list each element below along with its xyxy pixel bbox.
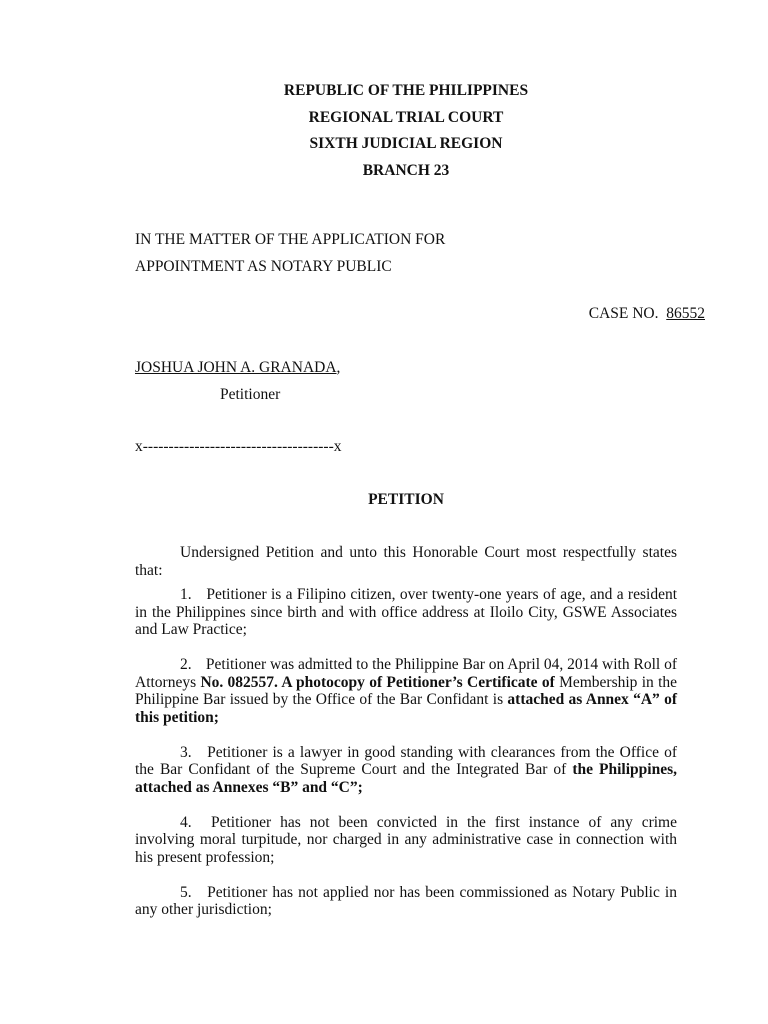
petitioner-name-comma: , — [336, 359, 341, 376]
intro-paragraph: Undersigned Petition and unto this Honorable Court most respectfully states that: — [135, 544, 677, 579]
paragraph-text-bold: the Philippines, attached as Annexes “B” and “C”; — [135, 761, 677, 796]
paragraph-text: Petitioner has not applied nor has been commissioned as Notary Public in any other jurisdiction; — [135, 883, 677, 918]
case-number-label: CASE NO. — [588, 305, 659, 322]
paragraph-number: 4. — [180, 813, 192, 831]
matter-line-2: APPOINTMENT AS NOTARY PUBLIC — [135, 258, 392, 275]
paragraph-text: Petitioner was admitted to the Philippine Bar on April 04, 2014 with Roll of Attorneys — [135, 656, 677, 691]
case-number-value: 86552 — [666, 305, 705, 322]
paragraph-1 — [135, 586, 677, 639]
paragraph-text-bold: No. 082557. A photocopy of Petitioner’s Certificate of — [200, 673, 555, 691]
paragraph-number: 3. — [180, 743, 192, 761]
paragraph-number: 5. — [180, 883, 192, 901]
paragraph-4 — [135, 814, 677, 867]
petitioner-name-text: JOSHUA JOHN A. GRANADA — [135, 359, 337, 376]
paragraph-text-bold: attached as Annex “A” of this petition; — [135, 691, 678, 726]
petitioner-name — [135, 359, 340, 377]
petition-body — [135, 544, 677, 936]
paragraph-number: 1. — [180, 586, 192, 603]
document-title: PETITION — [368, 491, 444, 508]
court-caption — [0, 78, 768, 184]
paragraph-number: 2. — [180, 656, 192, 673]
caption-divider: x-------------------------------------x — [135, 438, 342, 455]
paragraph-5 — [135, 884, 677, 919]
caption-court: REGIONAL TRIAL COURT — [308, 108, 504, 126]
petitioner-role: Petitioner — [220, 386, 281, 403]
paragraph-text: Petitioner has not been convicted in the first instance of any crime involving moral turpitude, nor charged in any administrative case in connection with his present profession; — [135, 813, 677, 866]
paragraph-text: Membership in the Philippine Bar issued by the Office of the Bar Confidant is — [135, 673, 678, 708]
matter-heading — [135, 226, 445, 280]
paragraph-2 — [135, 656, 677, 726]
caption-branch: BRANCH 23 — [362, 161, 450, 179]
paragraph-text: Petitioner is a Filipino citizen, over twenty-one years of age, and a resident in the Philippines since birth and with office address at Iloilo City, GSWE Associates and Law Practice; — [135, 586, 677, 638]
caption-region: SIXTH JUDICIAL REGION — [309, 135, 503, 152]
matter-line-1: IN THE MATTER OF THE APPLICATION FOR — [135, 231, 446, 248]
paragraph-3 — [135, 744, 677, 797]
case-number — [589, 305, 705, 323]
caption-republic: REPUBLIC OF THE PHILIPPINES — [283, 82, 529, 99]
paragraph-text: Petitioner is a lawyer in good standing with clearances from the Office of the Bar Confidant of the Supreme Court and the Integrated Bar of — [135, 743, 677, 778]
